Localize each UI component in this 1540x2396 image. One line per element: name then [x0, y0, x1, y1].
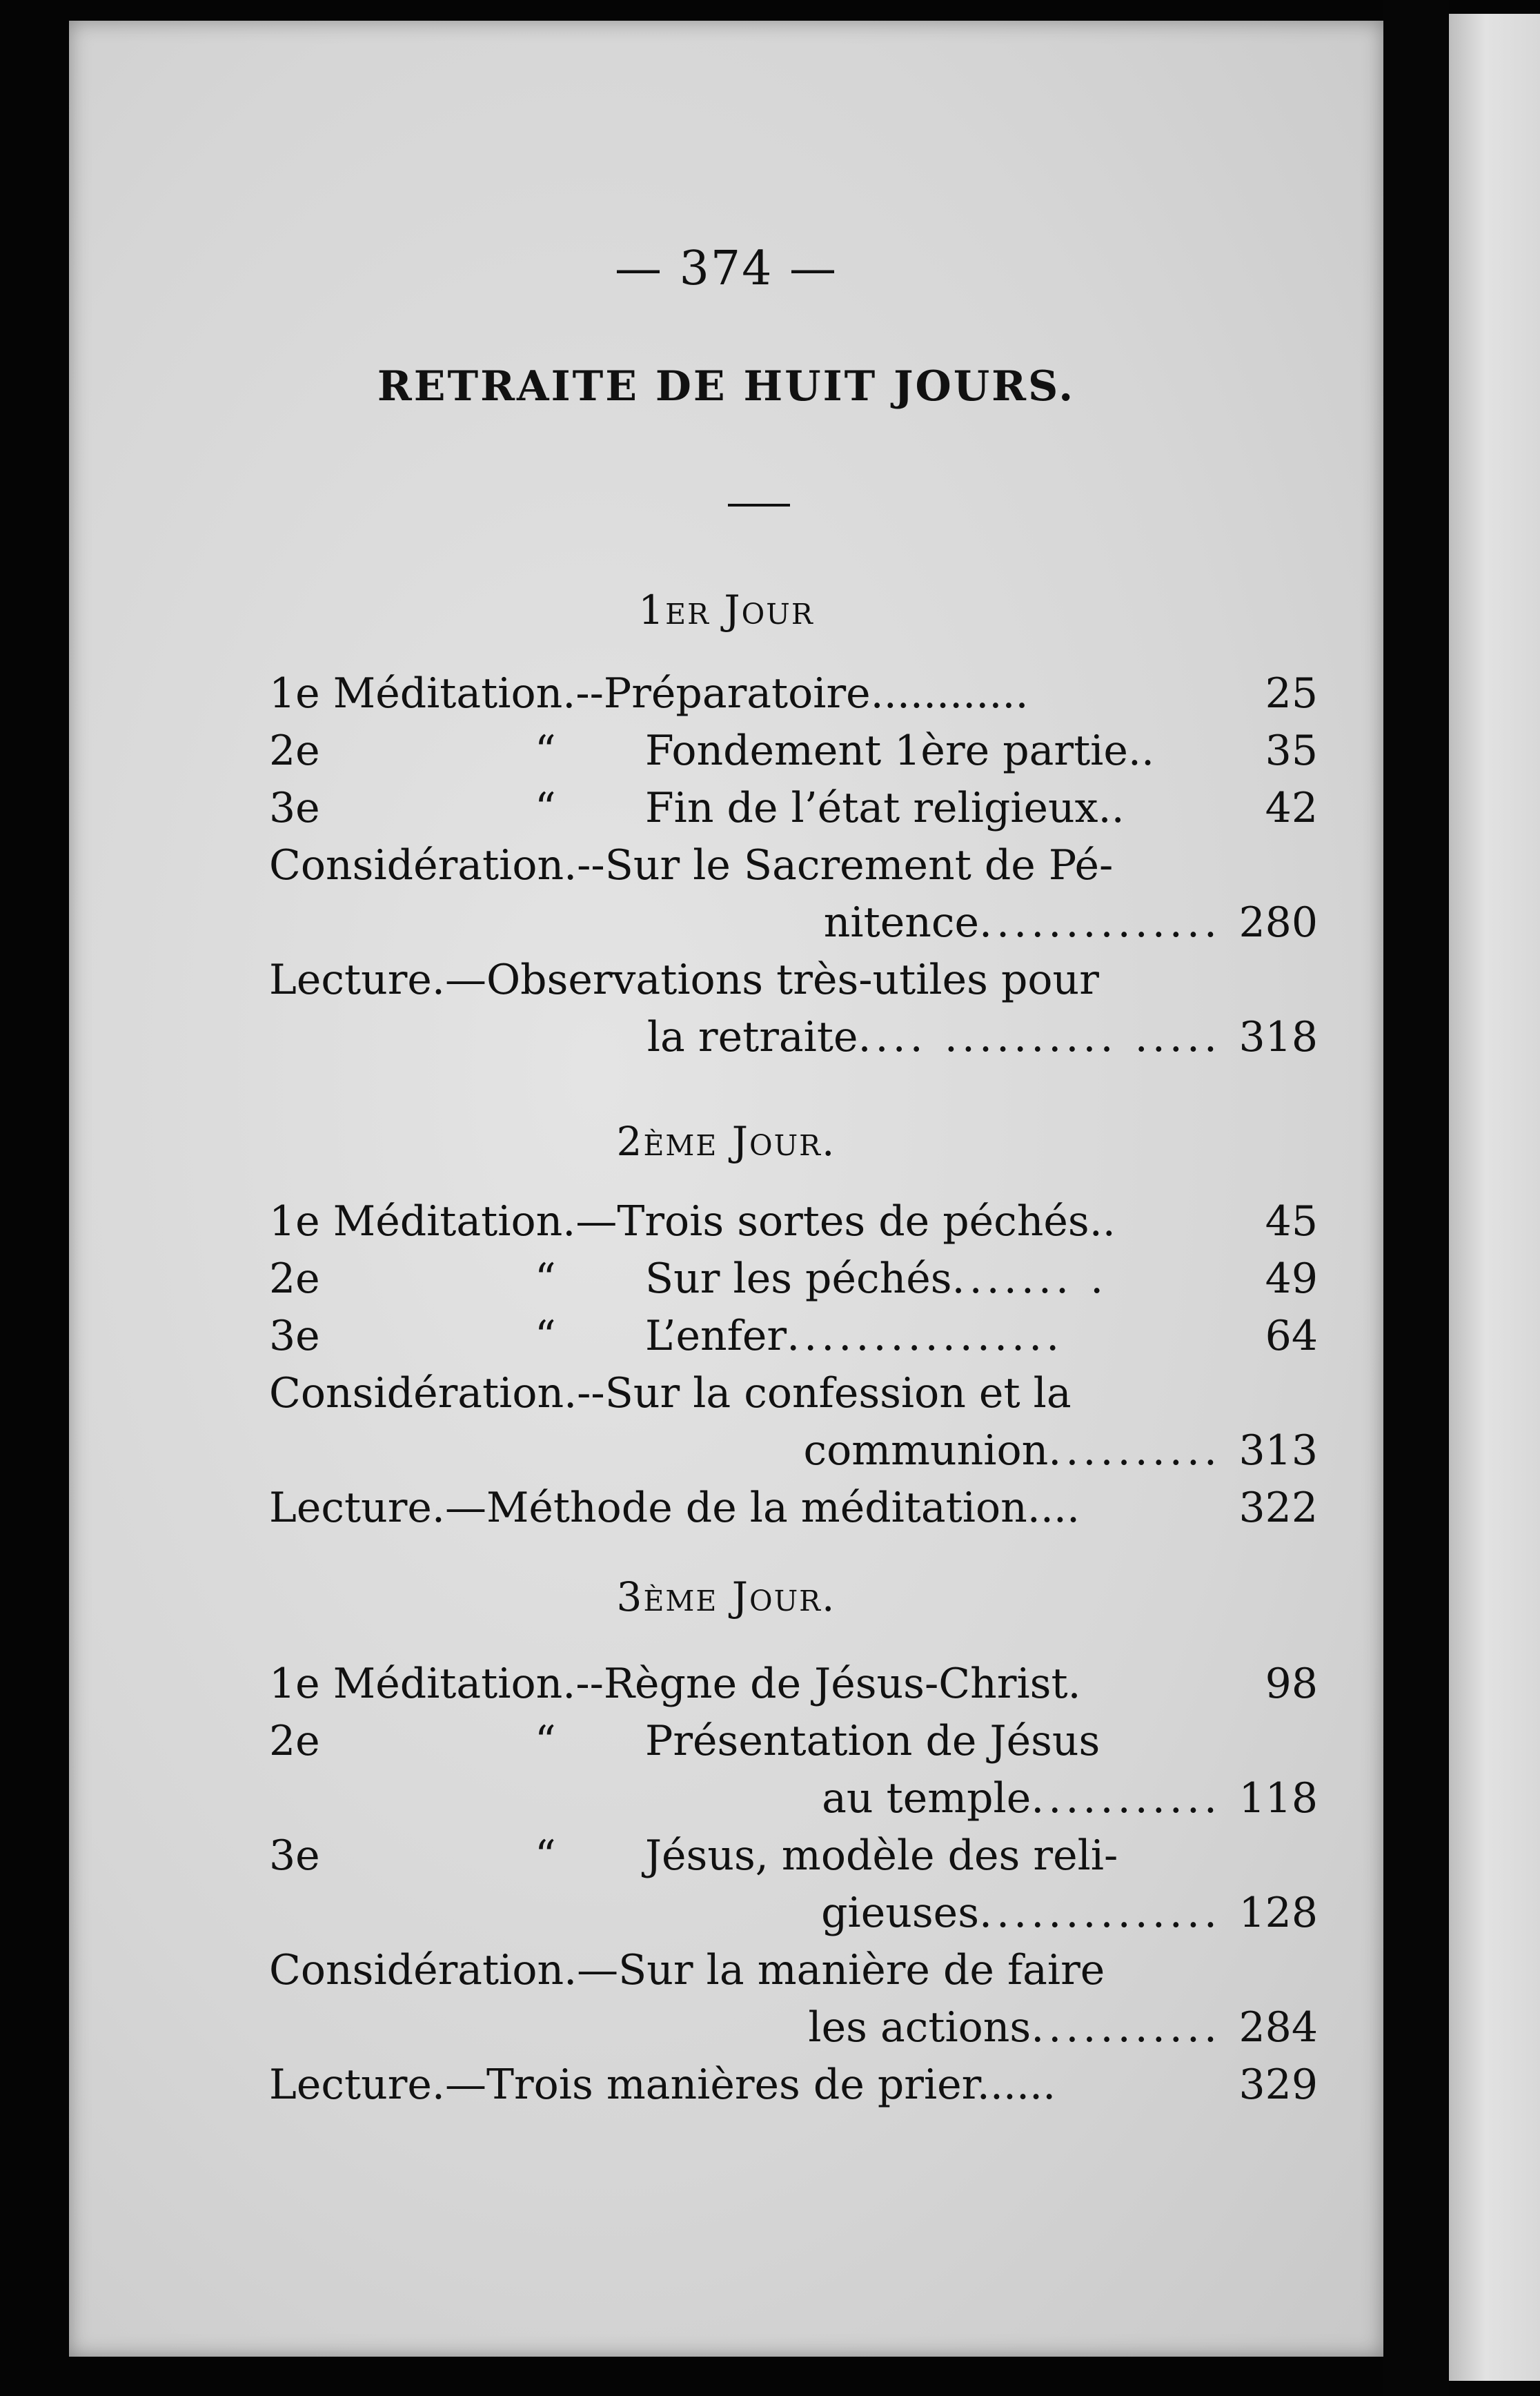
page-reference: 42	[1265, 784, 1318, 832]
toc-entry	[269, 1656, 1318, 1711]
entry-text: Considération.--Sur la confession et la	[269, 1369, 1072, 1417]
toc-entry	[269, 1194, 1318, 1249]
page-reference: 35	[1265, 727, 1318, 775]
entry-text: L’enfer................	[645, 1312, 1064, 1360]
entry-number: 3e	[269, 1312, 320, 1360]
entry-text: Lecture.—Méthode de la méditation....	[269, 1484, 1080, 1532]
book-page	[69, 21, 1383, 2357]
page-number: — 374 —	[614, 242, 838, 296]
entry-number: 3e	[269, 784, 320, 832]
dot-leader: ...........	[1031, 2003, 1221, 2052]
ditto-mark: “	[535, 1832, 556, 1880]
section-title: RETRAITE DE HUIT JOURS.	[377, 362, 1076, 411]
toc-entry	[269, 1943, 1318, 1998]
toc-entry	[269, 1423, 1318, 1478]
toc-entry	[269, 1010, 1318, 1065]
toc-entry	[269, 666, 1318, 721]
page-reference: 118	[1238, 1774, 1318, 1823]
ditto-mark: “	[535, 1255, 556, 1303]
dot-leader: ..............	[978, 898, 1221, 947]
ditto-mark: “	[535, 1717, 556, 1765]
entry-text: Fondement 1ère partie..	[645, 727, 1155, 775]
ditto-mark: “	[535, 1312, 556, 1360]
page-reference: 322	[1238, 1484, 1318, 1532]
scan-left-edge	[0, 0, 69, 2396]
ditto-mark: “	[535, 727, 556, 775]
page-reference: 25	[1265, 669, 1318, 718]
toc-entry	[269, 723, 1318, 778]
entry-text: les actions...........	[808, 2003, 1221, 2052]
facing-page-edge	[1449, 14, 1540, 2381]
toc-entry	[269, 1713, 1318, 1769]
page-reference: 128	[1238, 1889, 1318, 1937]
toc-entry	[269, 1885, 1318, 1941]
entry-number: 2e	[269, 727, 320, 775]
entry-text: Fin de l’état religieux..	[645, 784, 1125, 832]
entry-text: 1e Méditation.--Préparatoire............	[269, 669, 1029, 718]
dot-leader: ..............	[978, 1889, 1221, 1937]
toc-entry	[269, 838, 1318, 893]
toc-entry	[269, 1251, 1318, 1306]
entry-text: Considération.--Sur le Sacrement de Pé-	[269, 841, 1114, 890]
toc-entry	[269, 780, 1318, 836]
toc-entry	[269, 2000, 1318, 2055]
page-reference: 64	[1265, 1312, 1318, 1360]
entry-number: 2e	[269, 1255, 320, 1303]
day-heading-2: 2ème Jour.	[616, 1118, 836, 1165]
entry-text: Lecture.—Trois manières de prier......	[269, 2061, 1056, 2109]
toc-entry	[269, 952, 1318, 1008]
page-reference: 329	[1238, 2061, 1318, 2109]
entry-text: Considération.—Sur la manière de faire	[269, 1946, 1105, 1994]
entry-number: 3e	[269, 1832, 320, 1880]
entry-text: Sur les péchés....... .	[645, 1255, 1108, 1303]
dot-leader: ...........	[1031, 1774, 1221, 1823]
entry-text: Lecture.—Observations très-utiles pour	[269, 956, 1099, 1004]
day-heading-1: 1er Jour	[638, 587, 814, 634]
entry-text: communion..........	[803, 1426, 1221, 1475]
dot-leader: ....... .	[951, 1255, 1108, 1303]
entry-text: Présentation de Jésus	[645, 1717, 1100, 1765]
ditto-mark: “	[535, 784, 556, 832]
day-heading-3: 3ème Jour.	[616, 1573, 836, 1620]
entry-text: Jésus, modèle des reli-	[645, 1832, 1118, 1880]
entry-text: la retraite.... .......... .....	[646, 1013, 1221, 1061]
page-reference: 98	[1265, 1660, 1318, 1708]
dot-leader: .... .......... .....	[858, 1013, 1221, 1061]
entry-text: 1e Méditation.--Règne de Jésus-Christ.	[269, 1660, 1081, 1708]
toc-entry	[269, 1308, 1318, 1364]
page-reference: 313	[1238, 1426, 1318, 1475]
toc-entry	[269, 1828, 1318, 1883]
entry-number: 2e	[269, 1717, 320, 1765]
toc-entry	[269, 1771, 1318, 1826]
page-reference: 45	[1265, 1197, 1318, 1246]
page-reference: 280	[1238, 898, 1318, 947]
dot-leader: ..........	[1048, 1426, 1221, 1475]
page-reference: 284	[1238, 2003, 1318, 2052]
book-gutter	[1383, 0, 1449, 2396]
toc-entry	[269, 1480, 1318, 1535]
toc-entry	[269, 2057, 1318, 2112]
entry-text: au temple...........	[822, 1774, 1221, 1823]
entry-text: nitence..............	[823, 898, 1221, 947]
toc-entry	[269, 895, 1318, 950]
title-rule	[728, 504, 790, 507]
page-reference: 318	[1238, 1013, 1318, 1061]
dot-leader: ................	[787, 1312, 1064, 1360]
entry-text: 1e Méditation.—Trois sortes de péchés..	[269, 1197, 1116, 1246]
entry-text: gieuses..............	[821, 1889, 1221, 1937]
page-reference: 49	[1265, 1255, 1318, 1303]
toc-entry	[269, 1366, 1318, 1421]
